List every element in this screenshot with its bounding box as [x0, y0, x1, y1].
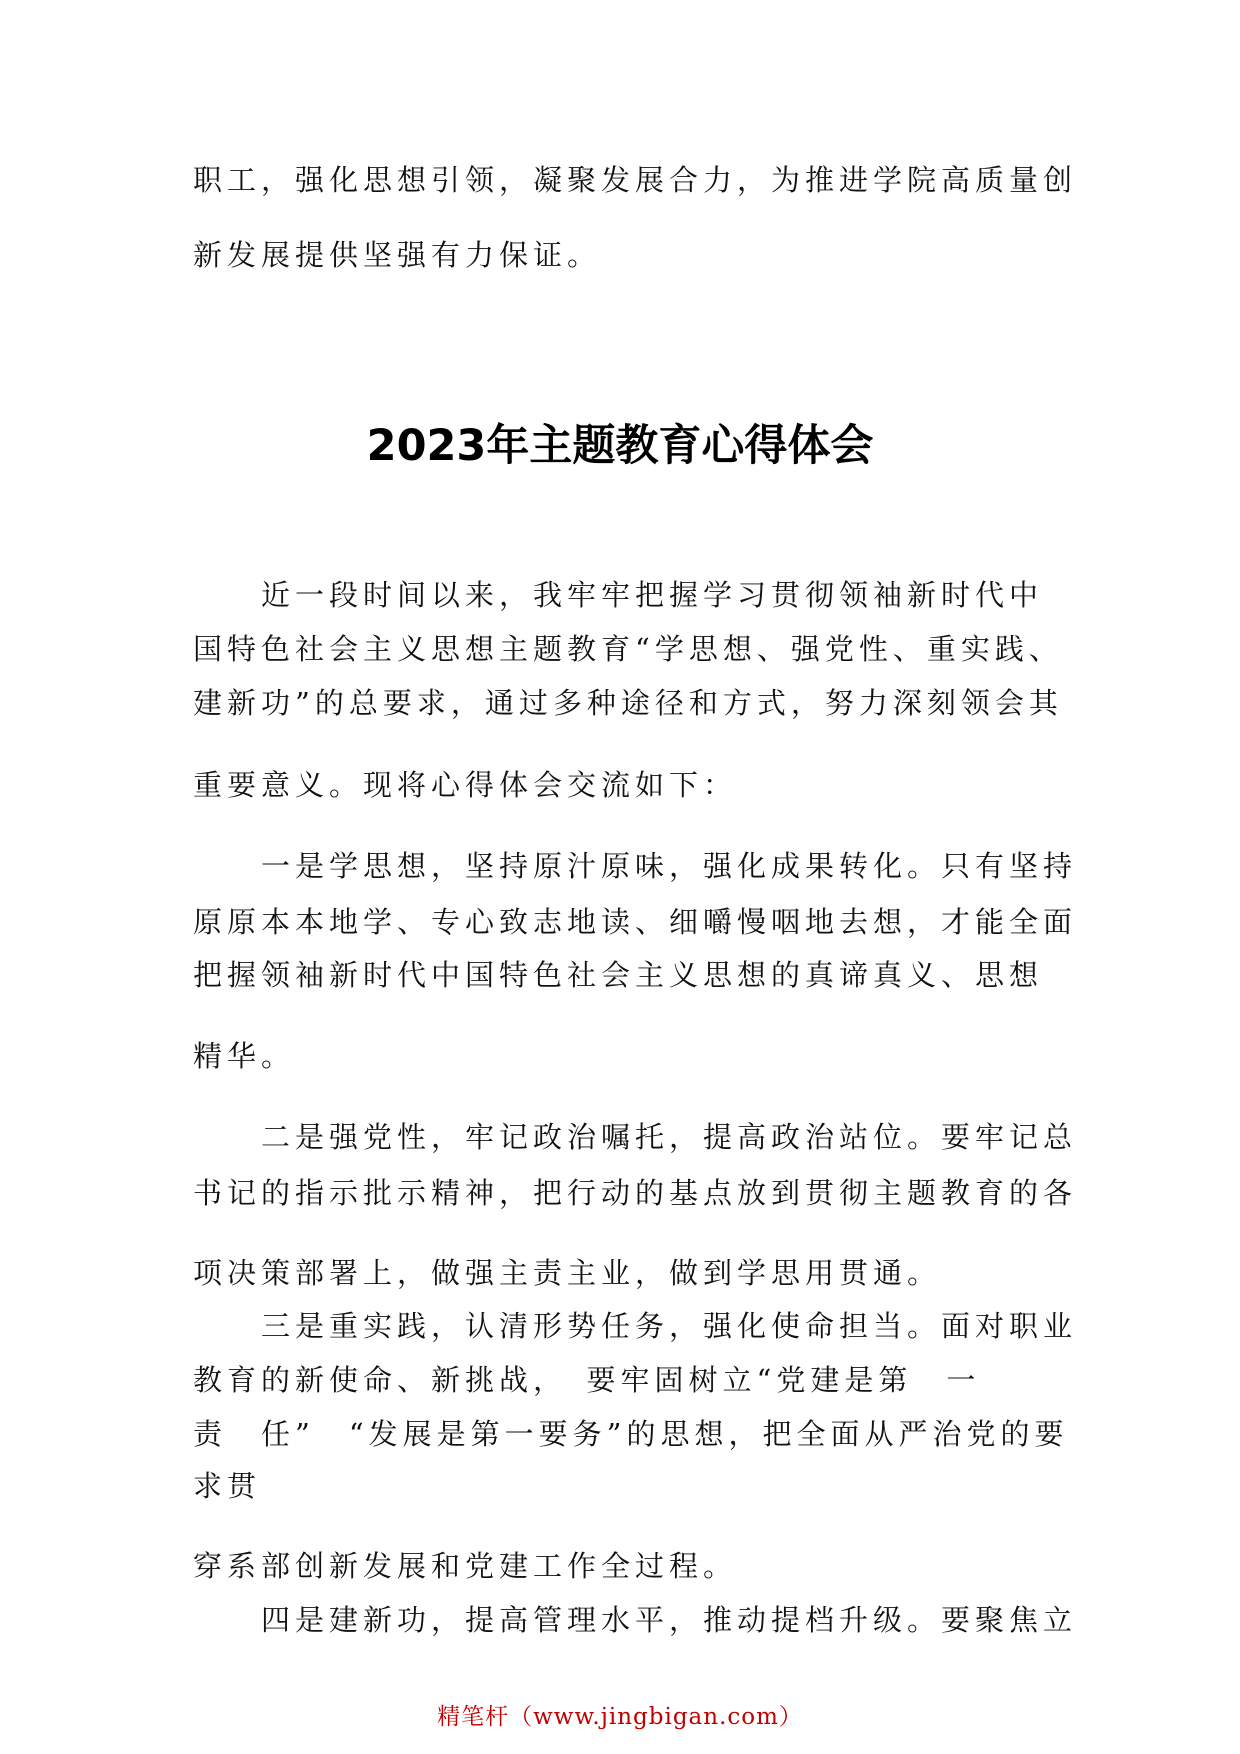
paragraph-line: 项决策部署上，做强主责主业，做到学思用贯通。 — [193, 1256, 942, 1290]
paragraph-line: 穿系部创新发展和党建工作全过程。 — [193, 1549, 738, 1583]
intro-line-1: 职工，强化思想引领，凝聚发展合力，为推进学院高质量创 — [193, 163, 1078, 197]
paragraph-line: 重要意义。现将心得体会交流如下： — [193, 768, 738, 802]
intro-line-2: 新发展提供坚强有力保证。 — [193, 238, 602, 272]
paragraph-line: 教育的新使命、新挑战， 要牢固树立“党建是第 一 — [193, 1363, 981, 1397]
paragraph-line: 一是学思想，坚持原汁原味，强化成果转化。只有坚持 — [193, 849, 1078, 883]
footer-watermark-link[interactable]: 精笔杆（www.jingbigan.com） — [437, 1704, 803, 1730]
article-title: 2023年主题教育心得体会 — [366, 421, 874, 471]
paragraph-line: 建新功”的总要求，通过多种途径和方式，努力深刻领会其 — [193, 686, 1063, 720]
paragraph-line: 把握领袖新时代中国特色社会主义思想的真谛真义、思想 — [193, 958, 1044, 992]
paragraph-line: 近一段时间以来，我牢牢把握学习贯彻领袖新时代中 — [193, 578, 1044, 612]
paragraph-line: 精华。 — [193, 1039, 296, 1073]
paragraph-line: 二是强党性，牢记政治嘱托，提高政治站位。要牢记总 — [193, 1120, 1078, 1154]
paragraph-line: 三是重实践，认清形势任务，强化使命担当。面对职业 — [193, 1309, 1078, 1343]
paragraph-line: 求贯 — [193, 1469, 262, 1503]
paragraph-line: 国特色社会主义思想主题教育“学思想、强党性、重实践、 — [193, 632, 1063, 666]
paragraph-line: 责 任” “发展是第一要务”的思想，把全面从严治党的要 — [193, 1417, 1069, 1451]
paragraph-line: 书记的指示批示精神，把行动的基点放到贯彻主题教育的各 — [193, 1176, 1078, 1210]
paragraph-line: 原原本本地学、专心致志地读、细嚼慢咽地去想，才能全面 — [193, 905, 1078, 939]
paragraph-line: 四是建新功，提高管理水平，推动提档升级。要聚焦立 — [193, 1603, 1078, 1637]
